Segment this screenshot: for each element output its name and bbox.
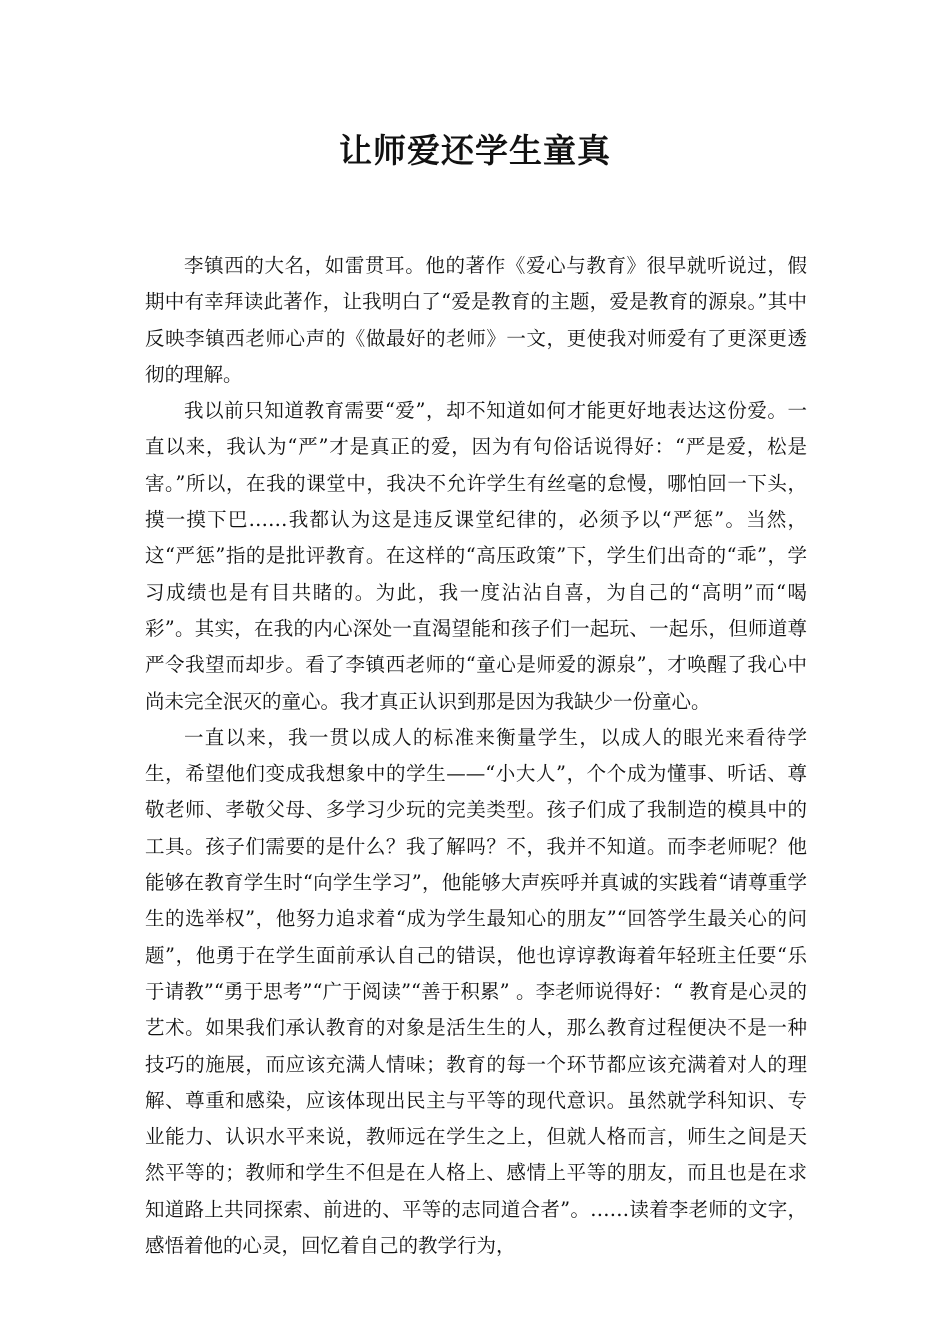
paragraph-3: 一直以来，我一贯以成人的标准来衡量学生，以成人的眼光来看待学生，希望他们变成我想象中的学生——“小大人”，个个成为懂事、听话、尊敬老师、孝敬父母、多学习少玩的完美类型。孩子们成了我制造的模具中的工具。孩子们需要的是什么？我了解吗？不，我并不知道。而李老师呢？他能够在教育学生时“向学生学习”，他能够大声疾呼并真诚的实践着“请尊重学生的选举权”，他努力追求着“成为学生最知心的朋友”“回答学生最关心的问题”，他勇于在学生面前承认自己的错误，他也谆谆教诲着年轻班主任要“乐于请教”“勇于思考”“广于阅读”“善于积累” 。李老师说得好：“ 教育是心灵的艺术。如果我们承认教育的对象是活生生的人，那么教育过程便决不是一种技巧的施展，而应该充满人情味；教育的每一个环节都应该充满着对人的理解、尊重和感染，应该体现出民主与平等的现代意识。虽然就学科知识、专业能力、认识水平来说，教师远在学生之上，但就人格而言，师生之间是天然平等的；教师和学生不但是在人格上、感情上平等的朋友，而且也是在求知道路上共同探索、前进的、平等的志同道合者”。……读着李老师的文字，感悟着他的心灵，回忆着自己的教学行为， — [145, 725, 807, 1258]
paragraph-2: 我以前只知道教育需要“爱”，却不知道如何才能更好地表达这份爱。一直以来，我认为“严”才是真正的爱，因为有句俗话说得好：“严是爱，松是害。”所以，在我的课堂中，我决不允许学生有丝毫的怠慢，哪怕回一下头，摸一摸下巴……我都认为这是违反课堂纪律的，必须予以“严惩”。当然，这“严惩”指的是批评教育。在这样的“高压政策”下，学生们出奇的“乖”，学习成绩也是有目共睹的。为此，我一度沾沾自喜，为自己的“高明”而“喝彩”。其实，在我的内心深处一直渴望能和孩子们一起玩、一起乐，但师道尊严令我望而却步。看了李镇西老师的“童心是师爱的源泉”，才唤醒了我心中尚未完全泯灭的童心。我才真正认识到那是因为我缺少一份童心。 — [145, 399, 807, 713]
paragraph-1: 李镇西的大名，如雷贯耳。他的著作《爱心与教育》很早就听说过，假期中有幸拜读此著作，让我明白了“爱是教育的主题，爱是教育的源泉。”其中反映李镇西老师心声的《做最好的老师》一文，更使我对师爱有了更深更透彻的理解。 — [145, 254, 807, 386]
document-title: 让师爱还学生童真 — [339, 131, 611, 170]
document-body — [145, 248, 807, 1264]
